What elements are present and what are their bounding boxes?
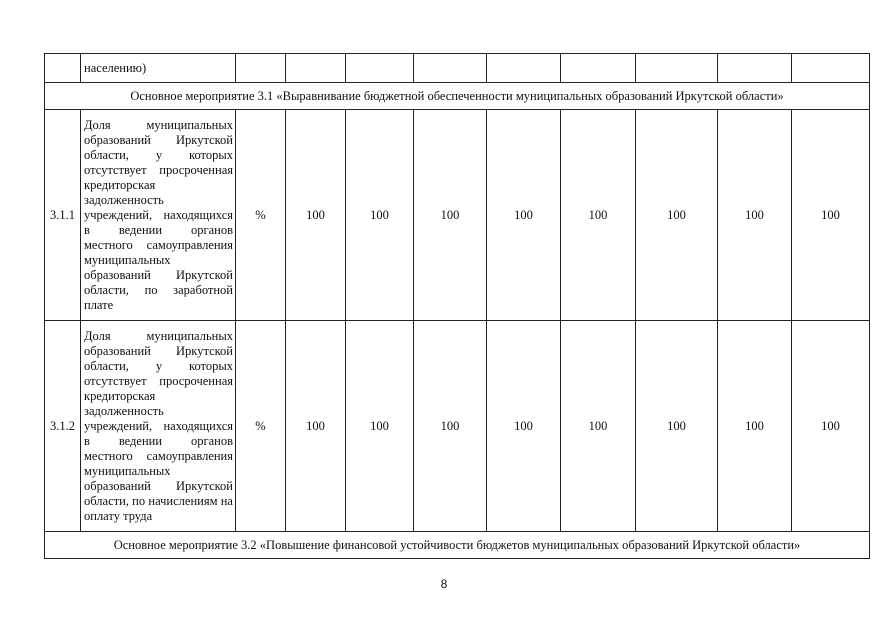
unit-cell: % [236,321,286,532]
unit-cell: % [236,110,286,321]
value-cell: 100 [792,110,870,321]
value-cell: 100 [792,321,870,532]
value-cell: 100 [636,321,718,532]
value-cell: 100 [414,110,487,321]
indicator-description: Доля муниципальных образований Иркутской области, у которых отсутствует просроченная кредиторская задолженность учреждений, находящихся в ведении органов местного самоуправления муниципальных образований Иркутской области, по начислениям на оплату труда [81,321,236,532]
indicator-description: Доля муниципальных образований Иркутской области, у которых отсутствует просроченная кредиторская задолженность учреждений, находящихся в ведении органов местного самоуправления муниципальных образований Иркутской области, по заработной плате [81,110,236,321]
indicators-table [44,53,870,559]
value-cell: 100 [487,110,561,321]
value-cell: 100 [487,321,561,532]
table-row [45,54,870,83]
value-cell: 100 [346,110,414,321]
row-number-cell [45,54,81,83]
value-cell: 100 [561,110,636,321]
value-cell: 100 [346,321,414,532]
value-cell: 100 [414,321,487,532]
page-number: 8 [440,577,448,591]
indicator-description: населению) [81,54,236,83]
value-cell: 100 [636,110,718,321]
value-cell: 100 [718,321,792,532]
row-number: 3.1.2 [45,321,81,532]
section-3-2-title: Основное мероприятие 3.2 «Повышение финансовой устойчивости бюджетов муниципальных образований Иркутской области» [45,532,870,559]
value-cell [561,54,636,83]
section-header-row [45,532,870,559]
row-number: 3.1.1 [45,110,81,321]
value-cell [286,54,346,83]
value-cell [346,54,414,83]
table-row [45,110,870,321]
value-cell: 100 [286,110,346,321]
value-cell [636,54,718,83]
unit-cell [236,54,286,83]
value-cell [718,54,792,83]
value-cell: 100 [718,110,792,321]
value-cell: 100 [561,321,636,532]
table-row [45,321,870,532]
value-cell: 100 [286,321,346,532]
value-cell [414,54,487,83]
section-header-row [45,83,870,110]
value-cell [792,54,870,83]
value-cell [487,54,561,83]
section-3-1-title: Основное мероприятие 3.1 «Выравнивание бюджетной обеспеченности муниципальных образований Иркутской области» [45,83,870,110]
